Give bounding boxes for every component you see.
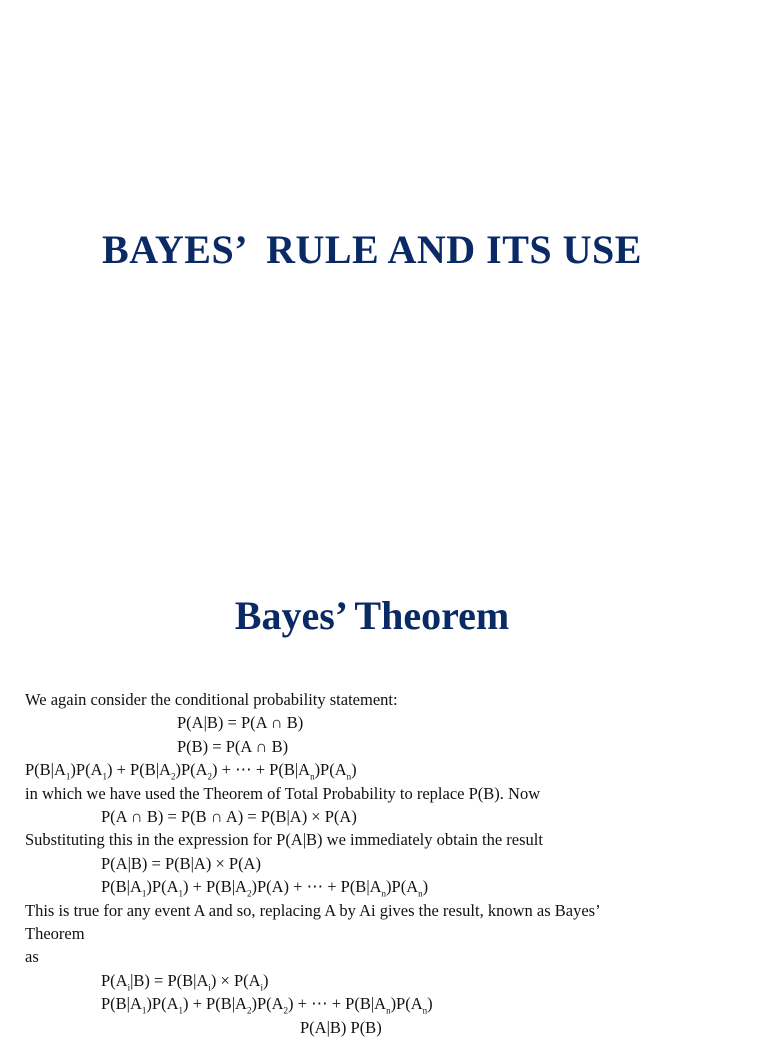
equation-total-probability: $P(B|A_1)P(A_1) + P(B|A_2)P(A_2)$ + ⋯ + $P(B|A_n)P(A_n)$ bbox=[25, 760, 357, 782]
substituting-line: Substituting this in the expression for P(A|B) we immediately obtain the result bbox=[25, 830, 543, 850]
equation-result: P(A|B) = P(B|A) × P(A) bbox=[101, 853, 261, 873]
equation-bayes: $P(A_i|B) = P(B|A_i) \times P(A_i)$ bbox=[101, 970, 269, 993]
equation-intersection: P(A ∩ B) = P(B ∩ A) = P(B|A) × P(A) bbox=[101, 807, 357, 827]
cut-off-line: P(A|B) P(B) bbox=[300, 1018, 382, 1037]
intro-line: We again consider the conditional probability statement: bbox=[25, 690, 398, 709]
total-probability-line: in which we have used the Theorem of Total Probability to replace P(B). Now bbox=[25, 783, 541, 803]
equation-pb: P(B) = P(A ∩ B) bbox=[177, 736, 289, 756]
equation-conditional: P(A|B) = P(A ∩ B) bbox=[177, 713, 304, 733]
equation-result-denominator: $P(B|A_1)P(A_1) + P(B|A_2)P(A)$ + ⋯ + $P(B|A_n)P(A_n)$ bbox=[101, 877, 429, 899]
as-word: as bbox=[25, 947, 39, 967]
slide-title: BAYES’ RULE AND ITS USE bbox=[102, 227, 642, 272]
body-text bbox=[25, 688, 755, 1016]
true-for-line: This is true for any event A and so, replacing A by Ai gives the result, known as Bayes’ bbox=[25, 900, 601, 920]
section-heading: Bayes’ Theorem bbox=[234, 593, 510, 638]
equation-bayes-denominator: $P(B|A_1)P(A_1) + P(B|A_2)P(A_2)$ + ⋯ + $P(B|A_n)P(A_n)$ bbox=[101, 994, 433, 1016]
theorem-word: Theorem bbox=[25, 924, 85, 944]
